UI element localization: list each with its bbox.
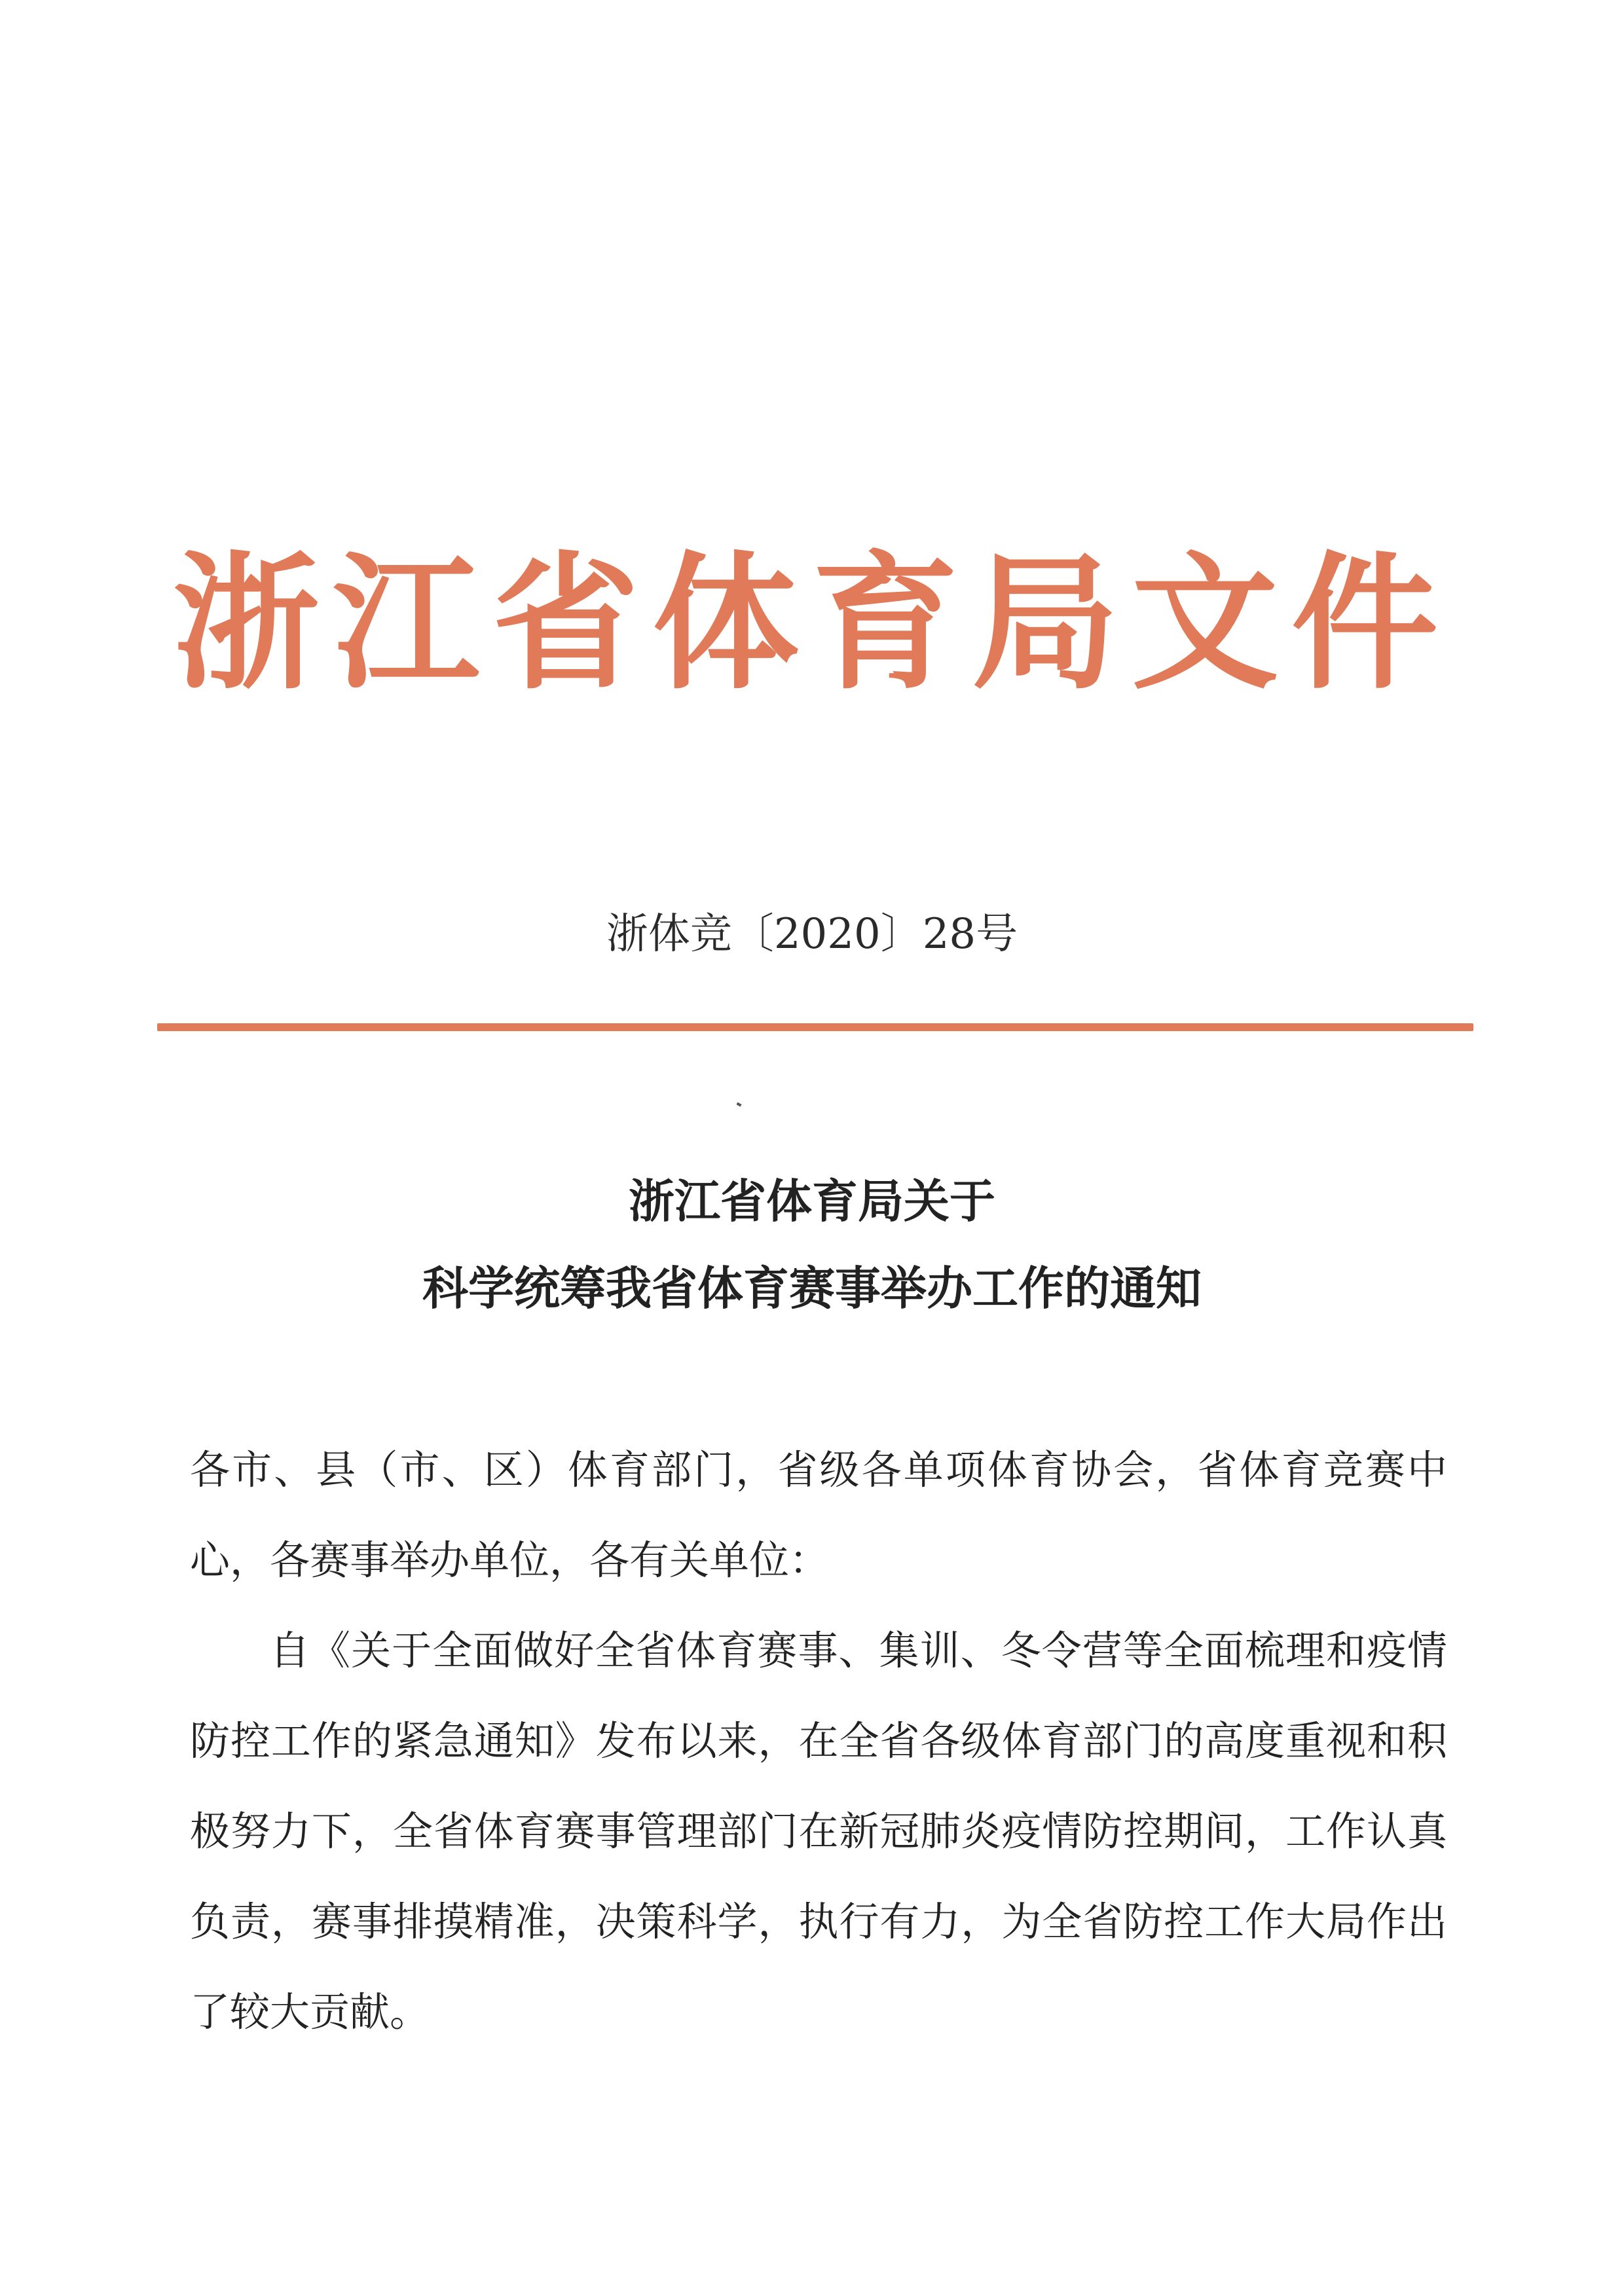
scan-mark [736, 1102, 741, 1107]
red-divider-line [157, 1023, 1473, 1031]
document-number: 浙体竞〔2020〕28号 [606, 910, 1018, 958]
salutation: 各市、县（市、区）体育部门，省级各单项体育协会，省体育竞赛中心，各赛事举办单位，各有关单位： [190, 1447, 1447, 1584]
masthead-title: 浙江省体育局文件 [173, 537, 1451, 709]
notice-title-line-2: 科学统筹我省体育赛事举办工作的通知 [422, 1262, 1202, 1315]
body-paragraph: 自《关于全面做好全省体育赛事、集训、冬令营等全面梳理和疫情防控工作的紧急通知》发布以来，在全省各级体育部门的高度重视和积极努力下，全省体育赛事管理部门在新冠肺炎疫情防控期间，工作认真负责，赛事排摸精准，决策科学，执行有力，为全省防控工作大局作出了较大贡献。 [190, 1628, 1447, 2035]
notice-title-line-1: 浙江省体育局关于 [629, 1175, 995, 1228]
